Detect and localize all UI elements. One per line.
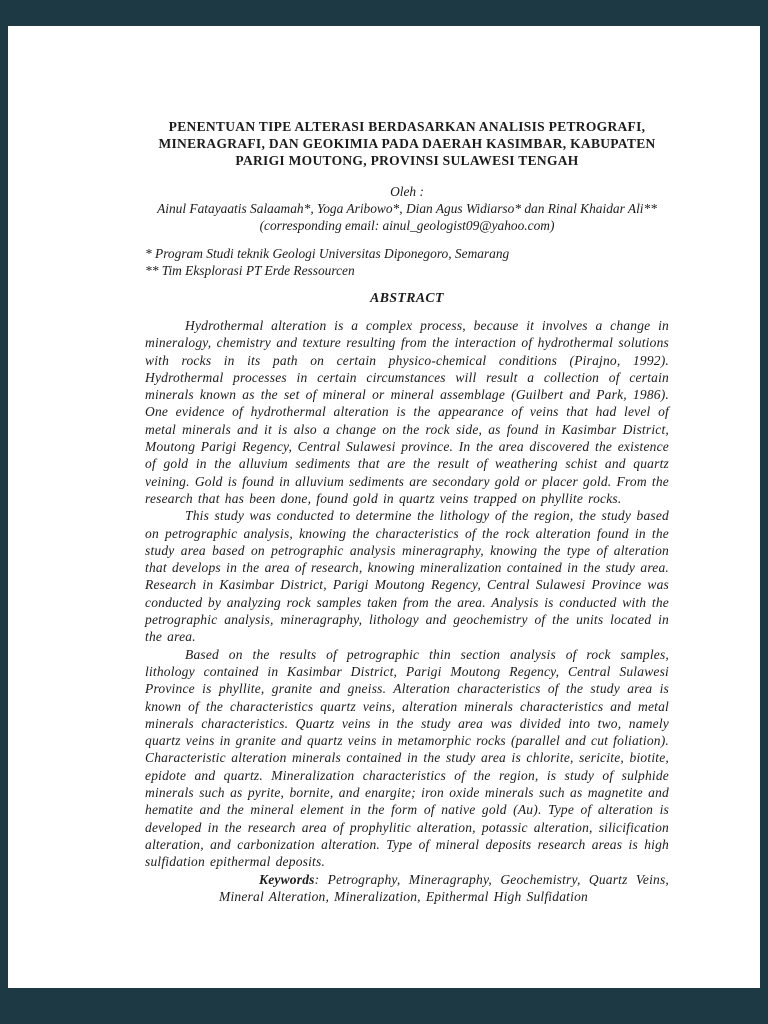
byline-label: Oleh :	[390, 184, 424, 199]
affiliation-2: ** Tim Eksplorasi PT Erde Ressourcen	[145, 263, 355, 278]
keywords-label: Keywords	[259, 871, 315, 887]
affiliations-block	[145, 245, 669, 279]
document-content	[145, 118, 669, 905]
corresponding-email-line: (corresponding email: ainul_geologist09@yahoo.com)	[259, 218, 555, 233]
paper-title: PENENTUAN TIPE ALTERASI BERDASARKAN ANALISIS PETROGRAFI, MINERAGRAFI, DAN GEOKIMIA PADA DAERAH KASIMBAR, KABUPATEN PARIGI MOUTONG, PROVINSI SULAWESI TENGAH	[158, 119, 656, 168]
abstract-paragraph-3: Based on the results of petrographic thin section analysis of rock samples, lithology contained in Kasimbar District, Parigi Moutong Regency, Central Sulawesi Province is phyllite, granite and gneiss. Alteration characteristics of the study area is known of the characteristics quartz veins, alteration minerals characteristics and metal minerals characteristics. Quartz veins in the study area was divided into two, namely quartz veins in granite and quartz veins in metamorphic rocks (parallel and cut foliation). Characteristic alteration minerals contained in the study area is chlorite, sericite, biotite, epidote and quartz. Mineralization characteristics of the region, is study of sulphide minerals such as pyrite, bornite, and enargite; iron oxide minerals such as magnetite and hematite and the mineral element in the form of native gold (Au). Type of alteration is developed in the research area of prophylitic alteration, potassic alteration, silicification alteration, and carbonization alteration. Type of mineral deposits research areas is high sulfidation epithermal deposits.	[145, 646, 669, 870]
document-page[interactable]	[8, 26, 760, 988]
keywords-text: : Petrography, Mineragraphy, Geochemistry, Quartz Veins, Mineral Alteration, Mineralization, Epithermal High Sulfidation	[219, 871, 669, 904]
abstract-paragraph-1: Hydrothermal alteration is a complex process, because it involves a change in mineralogy, chemistry and texture resulting from the interaction of hydrothermal solutions with rocks in its path on certain physico-chemical conditions (Pirajno, 1992). Hydrothermal processes in certain circumstances will result a collection of certain minerals known as the set of mineral or mineral assemblage (Guilbert and Park, 1986). One evidence of hydrothermal alteration is the appearance of veins that had level of metal minerals and it is also a change on the rock side, as found in Kasimbar District, Moutong Parigi Regency, Central Sulawesi province. In the area discovered the existence of gold in the alluvium sediments that are the result of weathering schist and quartz veining. Gold is found in alluvium sediments are secondary gold or placer gold. From the research that has been done, found gold in quartz veins trapped on phyllite rocks.	[145, 318, 669, 506]
byline-block	[145, 183, 669, 234]
abstract-paragraph-2: This study was conducted to determine the lithology of the region, the study based on petrographic analysis, knowing the characteristics of the rock alteration found in the study area based on petrographic analysis mineragraphy, knowing the type of alteration that develops in the area of research, knowing mineralization contained in the study area. Research in Kasimbar District, Parigi Moutong Regency, Central Sulawesi Province was conducted by analyzing rock samples taken from the area. Analysis is conducted with the petrographic analysis, mineragraphy, lithology and geochemistry of the units located in the area.	[145, 508, 669, 645]
abstract-heading: ABSTRACT	[370, 290, 444, 305]
abstract-body	[145, 317, 669, 905]
affiliation-1: * Program Studi teknik Geologi Universitas Diponegoro, Semarang	[145, 246, 510, 261]
authors-line: Ainul Fatayaatis Salaamah*, Yoga Aribowo*, Dian Agus Widiarso* dan Rinal Khaidar Ali**	[157, 201, 657, 216]
keywords-line	[145, 871, 669, 906]
